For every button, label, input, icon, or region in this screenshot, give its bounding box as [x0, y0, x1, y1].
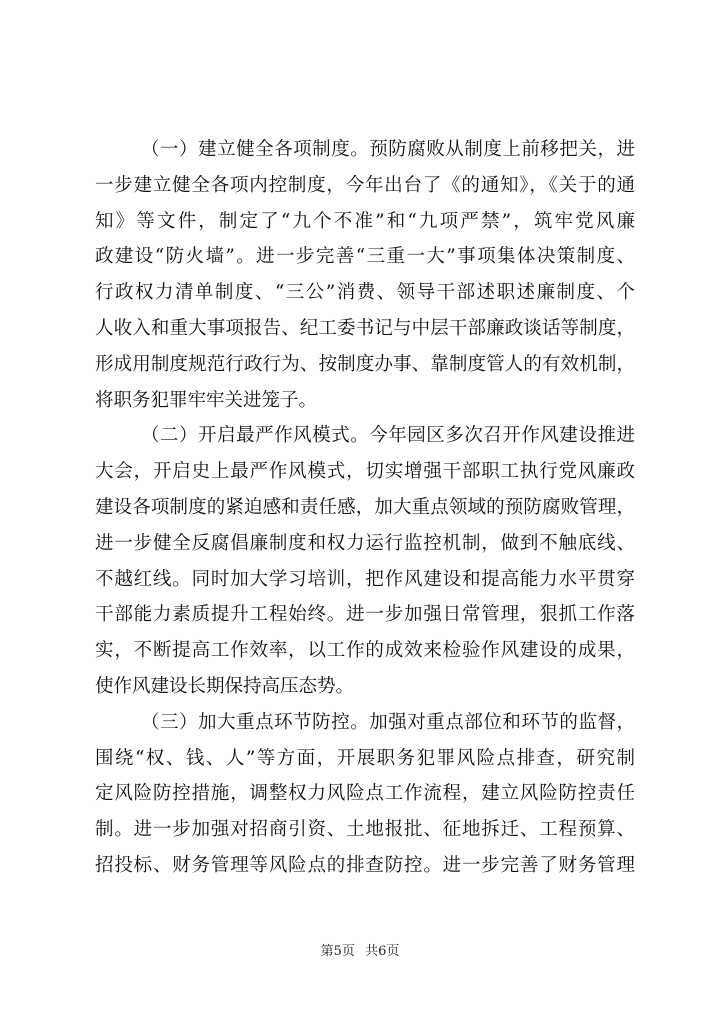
- text-line: 知》等文件，制定了“九个不准”和“九项严禁”，筑牢党风廉: [95, 210, 635, 232]
- page-number-current: 第5页: [320, 944, 355, 959]
- text-line: 一步建立健全各项内控制度，今年出台了《的通知》，《关于的通: [95, 174, 635, 196]
- text-line: （二）开启最严作风模式。今年园区多次召开作风建设推进: [141, 425, 635, 447]
- paragraph-2: [95, 418, 635, 704]
- text-line: 形成用制度规范行政行为、按制度办事、靠制度管人的有效机制，: [95, 353, 635, 375]
- text-line: 招投标、财务管理等风险点的排查防控。进一步完善了财务管理: [95, 854, 635, 876]
- text-line: （三）加大重点环节防控。加强对重点部位和环节的监督，: [141, 711, 635, 733]
- text-line: 将职务犯罪牢牢关进笼子。: [95, 389, 318, 411]
- text-line: 行政权力清单制度、“三公”消费、领导干部述职述廉制度、个: [95, 282, 635, 304]
- text-line: 人收入和重大事项报告、纪工委书记与中层干部廉政谈话等制度，: [95, 317, 635, 339]
- text-line: 定风险防控措施，调整权力风险点工作流程，建立风险防控责任: [95, 783, 635, 805]
- text-line: 使作风建设长期保持高压态势。: [95, 675, 355, 697]
- text-line: 政建设“防火墙”。进一步完善“三重一大”事项集体决策制度、: [95, 246, 635, 268]
- page-footer: [0, 940, 720, 959]
- paragraph-3: [95, 705, 635, 884]
- text-line: 制。进一步加强对招商引资、土地报批、征地拆迁、工程预算、: [95, 819, 635, 841]
- page-number-total: 共6页: [365, 944, 400, 959]
- text-line: 不越红线。同时加大学习培训，把作风建设和提高能力水平贯穿: [95, 568, 635, 590]
- text-line: （一）建立健全各项制度。预防腐败从制度上前移把关，进: [141, 139, 635, 160]
- paragraph-1: [95, 132, 635, 418]
- text-line: 围绕“权、钱、人”等方面，开展职务犯罪风险点排查，研究制: [95, 747, 635, 769]
- text-line: 干部能力素质提升工程始终。进一步加强日常管理，狠抓工作落: [95, 604, 635, 626]
- document-body: [95, 132, 635, 884]
- text-line: 进一步健全反腐倡廉制度和权力运行监控机制，做到不触底线、: [95, 532, 635, 554]
- text-line: 大会，开启史上最严作风模式，切实增强干部职工执行党风廉政: [95, 461, 635, 483]
- text-line: 实，不断提高工作效率，以工作的成效来检验作风建设的成果，: [95, 640, 635, 662]
- text-line: 建设各项制度的紧迫感和责任感，加大重点领域的预防腐败管理，: [95, 496, 635, 518]
